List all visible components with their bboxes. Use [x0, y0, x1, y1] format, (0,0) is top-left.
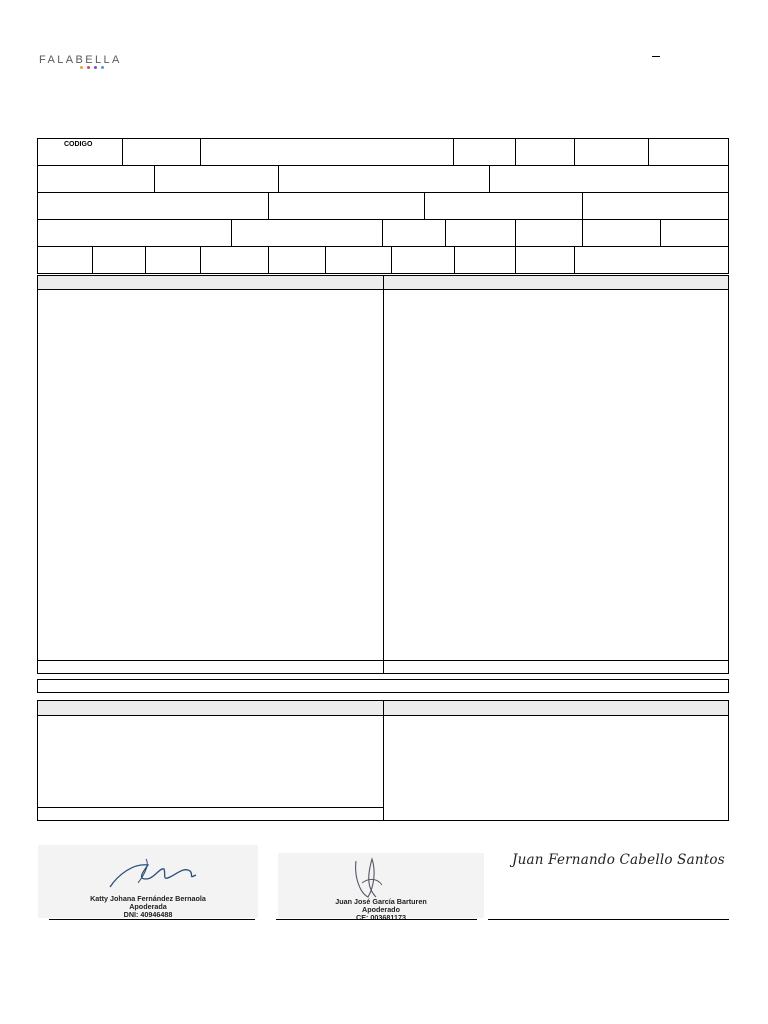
section-right-footer [384, 660, 728, 673]
form-field [424, 192, 583, 220]
form-field [200, 246, 269, 274]
signer-3-cursive-name: Juan Fernando Cabello Santos [512, 852, 725, 868]
form-field-wide [37, 679, 729, 693]
form-field [325, 246, 392, 274]
form-field [268, 246, 326, 274]
lower-left-footer [38, 807, 383, 820]
signer-1-name: Katty Johana Fernández Bernaola [90, 894, 206, 903]
form-field [454, 246, 516, 274]
form-field [582, 219, 661, 247]
section-right-panel [383, 275, 729, 674]
lower-left-header [38, 701, 383, 716]
form-field [648, 138, 729, 166]
form-field [37, 246, 93, 274]
form-field [391, 246, 455, 274]
signature-block-2 [278, 853, 484, 922]
form-field [268, 192, 425, 220]
signature-scribble-icon [278, 853, 484, 903]
lower-left-panel [37, 700, 384, 821]
logo-dots [80, 66, 108, 70]
lower-right-panel [383, 700, 729, 821]
form-field [489, 165, 729, 193]
signer-2-name: Juan José García Barturen [335, 897, 427, 906]
signature-line-3 [488, 919, 729, 920]
logo-dot [101, 66, 104, 69]
form-field [515, 219, 583, 247]
form-field [37, 192, 269, 220]
signature-scribble-icon [38, 845, 258, 895]
signer-1-id: DNI: 40946488 [123, 910, 173, 919]
company-logo: FALABELLA [39, 54, 122, 66]
codigo-label: CODIGO [64, 141, 93, 148]
section-left-panel [37, 275, 384, 674]
form-field [574, 138, 649, 166]
form-field [445, 219, 516, 247]
form-field [453, 138, 516, 166]
form-field [582, 192, 729, 220]
form-field [515, 138, 575, 166]
form-field [515, 246, 575, 274]
form-field [145, 246, 201, 274]
header-dash [652, 56, 660, 57]
signature-block-1 [38, 845, 258, 918]
signer-1-role: Apoderada [129, 902, 167, 911]
logo-dot [87, 66, 90, 69]
section-left-footer [38, 660, 383, 673]
logo-dot [80, 66, 83, 69]
form-field [154, 165, 279, 193]
lower-right-header [384, 701, 728, 716]
form-field-codigo [37, 138, 123, 166]
signer-2-role: Apoderado [362, 905, 400, 914]
form-field [278, 165, 490, 193]
logo-dot [94, 66, 97, 69]
form-field [231, 219, 383, 247]
section-left-header [38, 276, 383, 290]
signature-line-2 [276, 919, 477, 920]
form-field [37, 165, 155, 193]
form-field [92, 246, 146, 274]
signer-2-id: CE: 003681173 [356, 913, 406, 922]
signature-line-1 [49, 919, 255, 920]
form-field [122, 138, 201, 166]
form-field [200, 138, 454, 166]
section-right-header [384, 276, 728, 290]
form-field [660, 219, 729, 247]
form-field [37, 219, 232, 247]
form-field [382, 219, 446, 247]
form-field [574, 246, 729, 274]
